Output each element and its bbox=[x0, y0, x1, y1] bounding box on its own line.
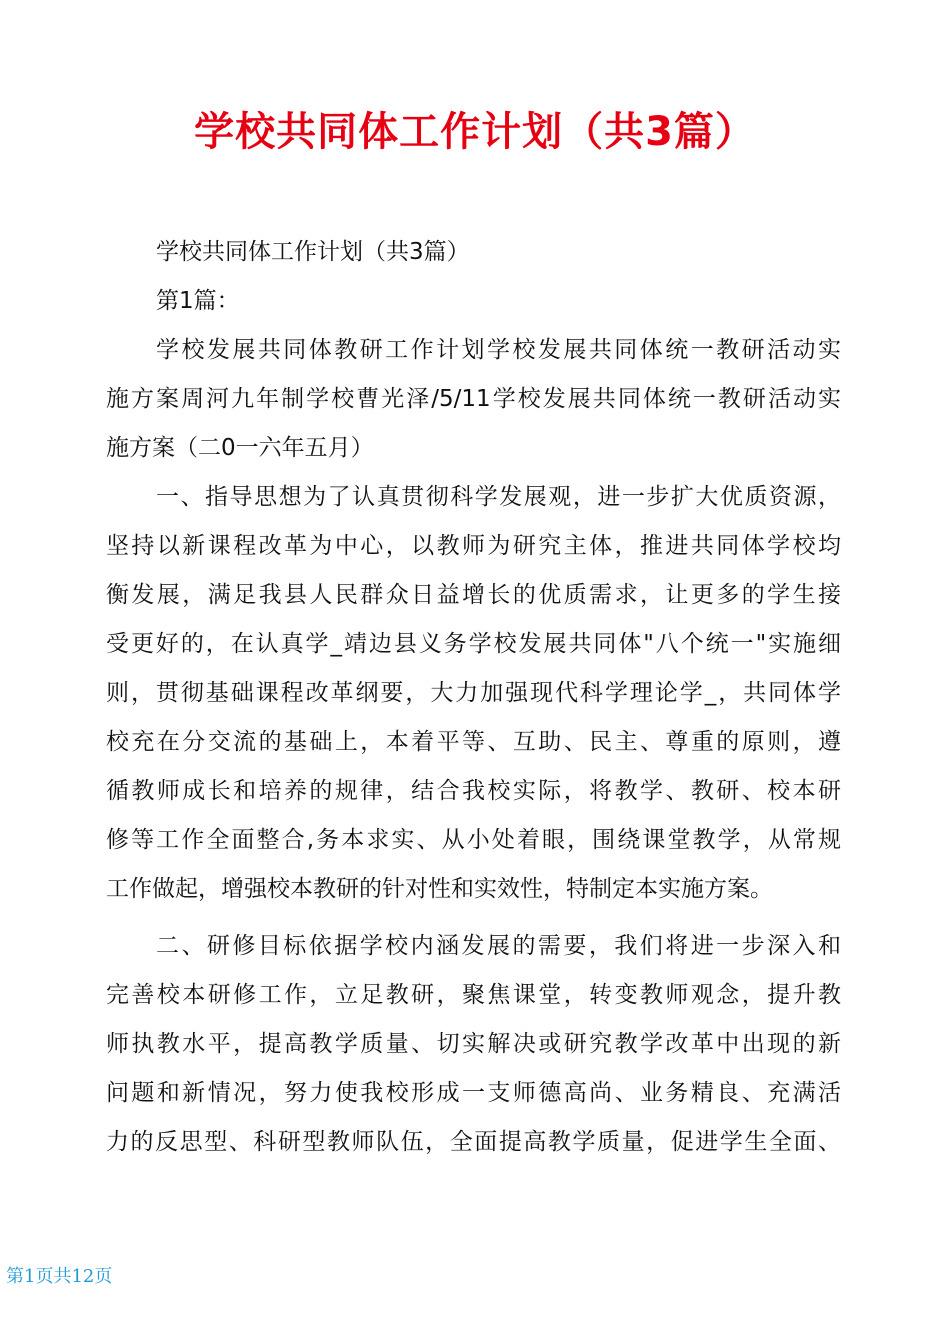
paragraph-gap bbox=[106, 914, 841, 922]
document-body bbox=[106, 228, 841, 1167]
body-line: 问题和新情况，努力使我校形成一支师德高尚、业务精良、充满活 bbox=[106, 1080, 841, 1106]
body-line: 修等工作全面整合,务本求实、从小处着眼，围绕课堂教学，从常规 bbox=[106, 827, 841, 853]
body-line: 校充在分交流的基础上，本着平等、互助、民主、尊重的原则，遵 bbox=[106, 729, 841, 755]
body-line: 施方案（二0一六年五月） bbox=[106, 435, 374, 461]
body-line: 受更好的，在认真学_靖边县义务学校发展共同体"八个统一"实施细 bbox=[106, 631, 841, 657]
body-line-subtitle: 学校共同体工作计划（共3篇） bbox=[156, 239, 470, 265]
document-title: 学校共同体工作计划（共3篇） bbox=[194, 109, 756, 155]
body-line-part-heading: 第1篇： bbox=[156, 288, 240, 314]
body-line: 学校发展共同体教研工作计划学校发展共同体统一教研活动实 bbox=[156, 337, 841, 363]
body-line: 坚持以新课程改革为中心，以教师为研究主体，推进共同体学校均 bbox=[106, 533, 841, 559]
body-line: 衡发展，满足我县人民群众日益增长的优质需求，让更多的学生接 bbox=[106, 582, 841, 608]
body-line: 则，贯彻基础课程改革纲要，大力加强现代科学理论学_，共同体学 bbox=[106, 680, 841, 706]
body-line: 一、指导思想为了认真贯彻科学发展观，进一步扩大优质资源， bbox=[156, 484, 841, 510]
body-line: 工作做起，增强校本教研的针对性和实效性，特制定本实施方案。 bbox=[106, 876, 773, 902]
body-line: 施方案周河九年制学校曹光泽/5/11学校发展共同体统一教研活动实 bbox=[106, 386, 841, 412]
body-line: 完善校本研修工作，立足教研，聚焦课堂，转变教师观念，提升教 bbox=[106, 982, 841, 1008]
body-line: 力的反思型、科研型教师队伍，全面提高教学质量，促进学生全面、 bbox=[106, 1129, 841, 1155]
page-number-footer: 第1页共12页 bbox=[6, 1266, 113, 1287]
body-line: 二、研修目标依据学校内涵发展的需要，我们将进一步深入和 bbox=[156, 933, 841, 959]
body-line: 师执教水平，提高教学质量、切实解决或研究教学改革中出现的新 bbox=[106, 1031, 841, 1057]
body-line: 循教师成长和培养的规律，结合我校实际，将教学、教研、校本研 bbox=[106, 778, 841, 804]
